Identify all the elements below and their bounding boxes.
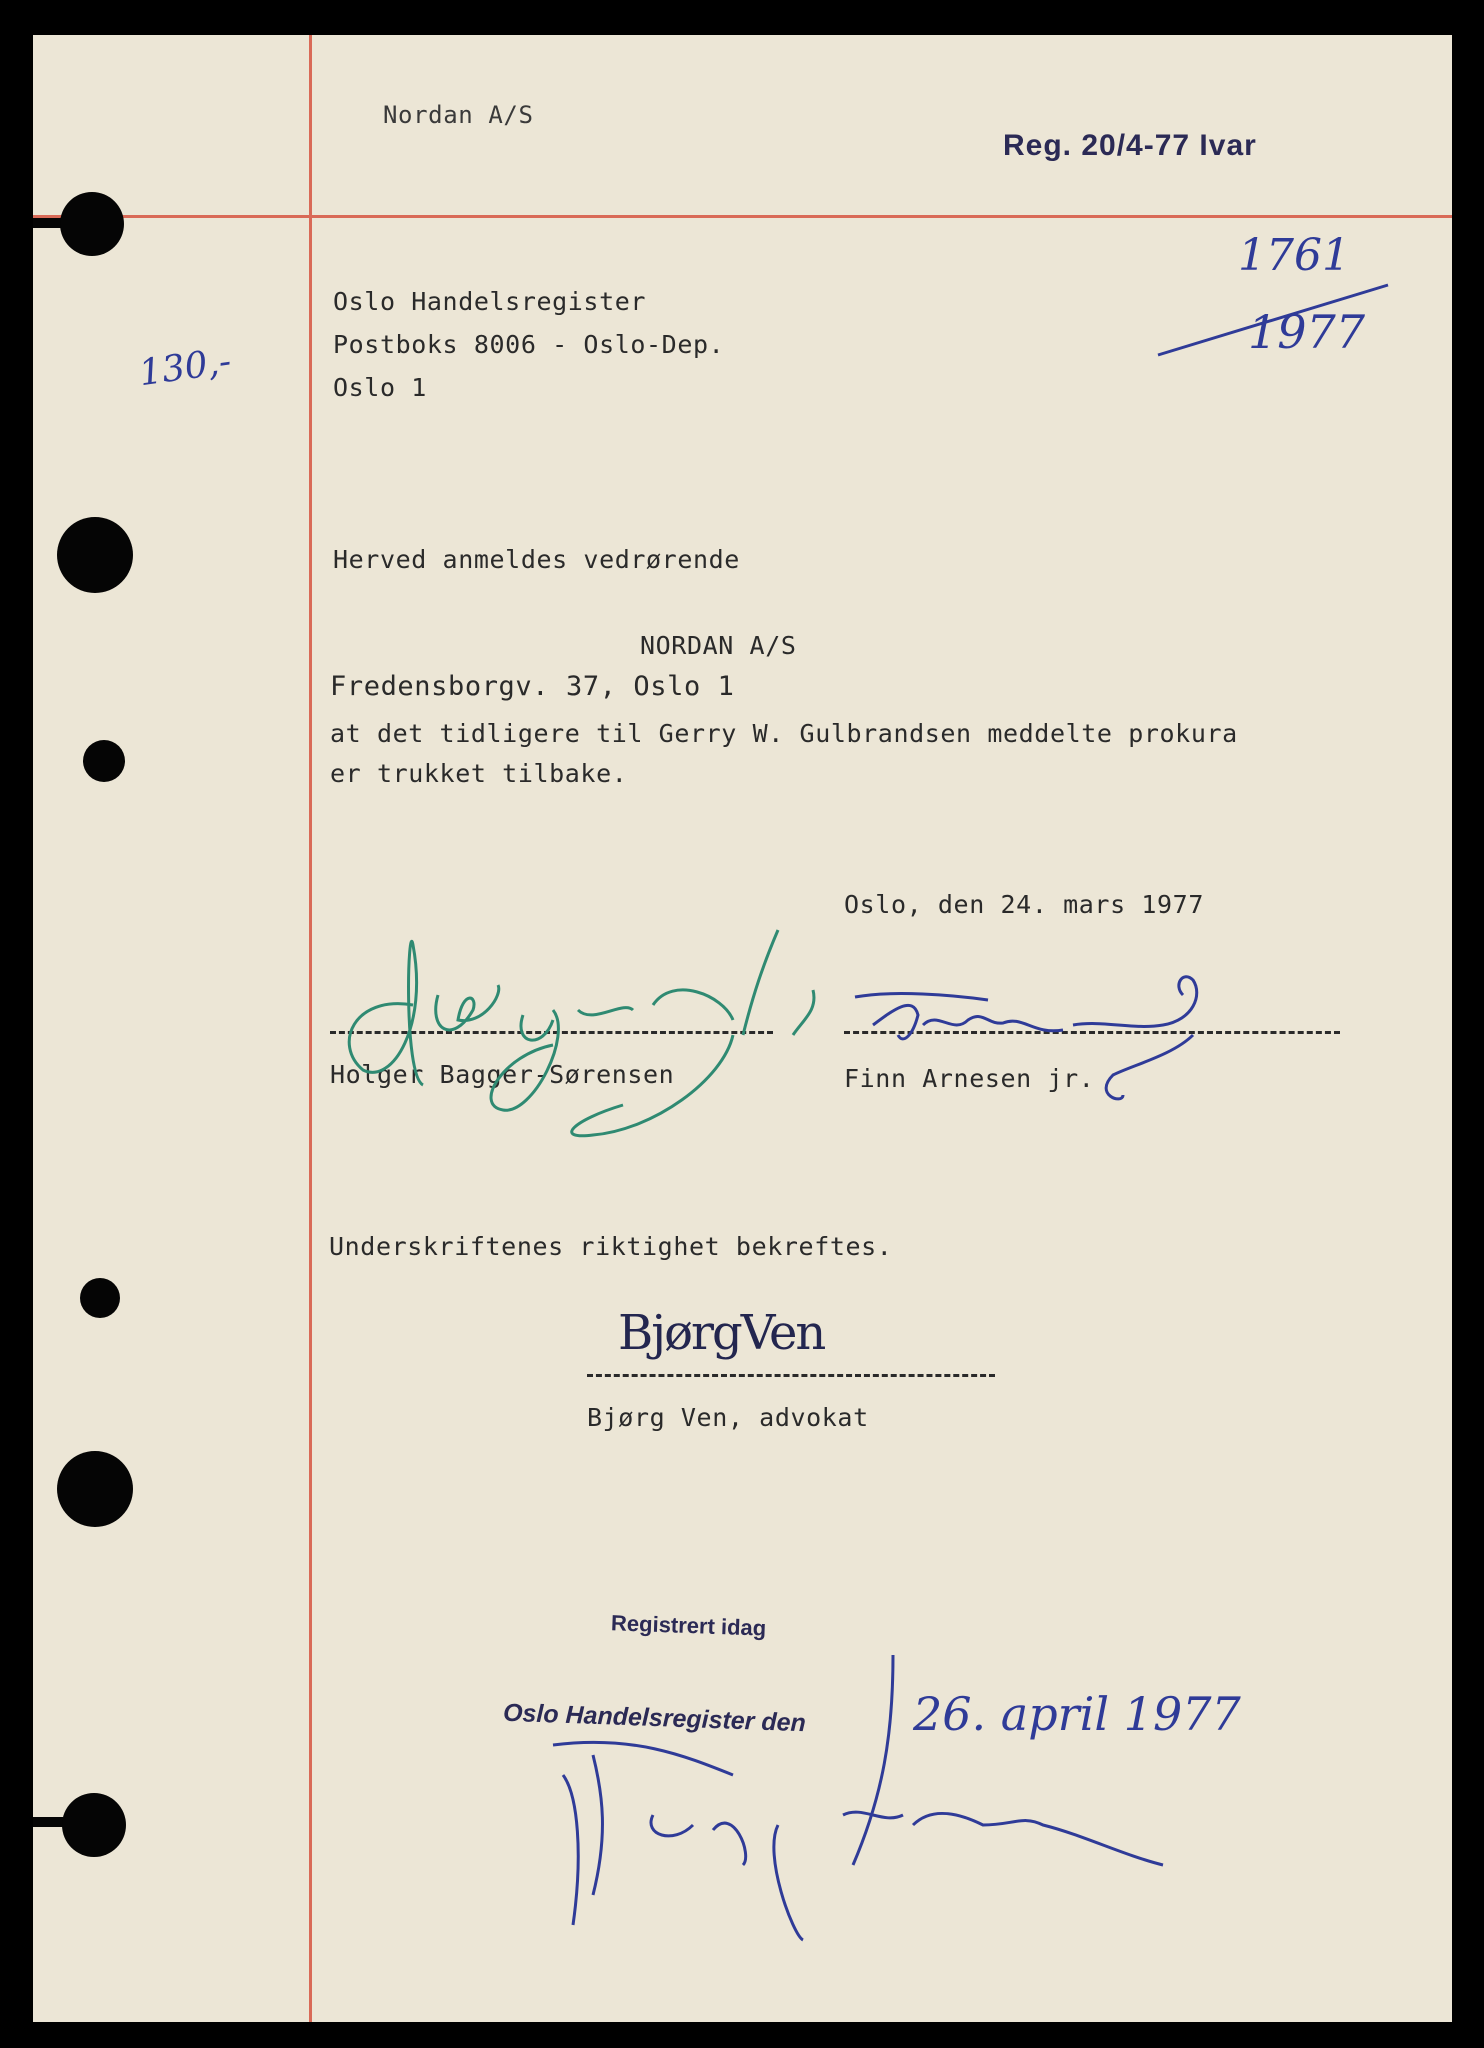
fee-note: 130,- — [136, 340, 234, 395]
punch-hole-3 — [83, 740, 125, 782]
file-number-top: 1761 — [1238, 230, 1350, 281]
company-name: NORDAN A/S — [640, 631, 797, 660]
punch-hole-4 — [80, 1278, 120, 1318]
punch-hole-1 — [60, 192, 124, 256]
punch-hole-6 — [62, 1793, 126, 1857]
signatory-left-name: Holger Bagger-Sørensen — [330, 1060, 675, 1089]
signature-holger — [349, 930, 814, 1136]
body-text-line-2: er trukket tilbake. — [330, 759, 628, 788]
signatory-right-name: Finn Arnesen jr. — [844, 1064, 1095, 1093]
company-address: Fredensborgv. 37, Oslo 1 — [330, 671, 735, 702]
recipient-line-1: Oslo Handelsregister — [333, 287, 647, 316]
file-number-divider — [1158, 285, 1388, 355]
punch-hole-5 — [57, 1451, 133, 1527]
signature-finn — [855, 977, 1197, 1099]
lawyer-name: Bjørg Ven, advokat — [587, 1403, 869, 1432]
signature-registrar — [553, 1655, 1163, 1940]
punch-hole-2 — [57, 517, 133, 593]
lawyer-signature: BjørgVen — [618, 1305, 825, 1361]
recipient-line-2: Postboks 8006 - Oslo-Dep. — [333, 330, 725, 359]
intro-text: Herved anmeldes vedrørende — [333, 545, 740, 574]
recipient-line-3: Oslo 1 — [333, 373, 427, 402]
file-number-bottom: 1977 — [1248, 305, 1366, 359]
ink-strokes — [33, 35, 1452, 2022]
document-page — [33, 35, 1452, 2022]
confirmation-text: Underskriftenes riktighet bekreftes. — [329, 1232, 893, 1261]
registration-stamp-line-2: Oslo Handelsregister den — [502, 1698, 807, 1738]
registration-date: 26. april 1977 — [913, 1687, 1241, 1741]
place-date: Oslo, den 24. mars 1977 — [844, 890, 1204, 919]
header-company: Nordan A/S — [383, 101, 534, 129]
reg-stamp: Reg. 20/4-77 Ivar — [1003, 129, 1257, 162]
body-text-line-1: at det tidligere til Gerry W. Gulbrandsen meddelte prokura — [330, 719, 1238, 748]
registration-stamp-line-1: Registrert idag — [610, 1610, 767, 1641]
